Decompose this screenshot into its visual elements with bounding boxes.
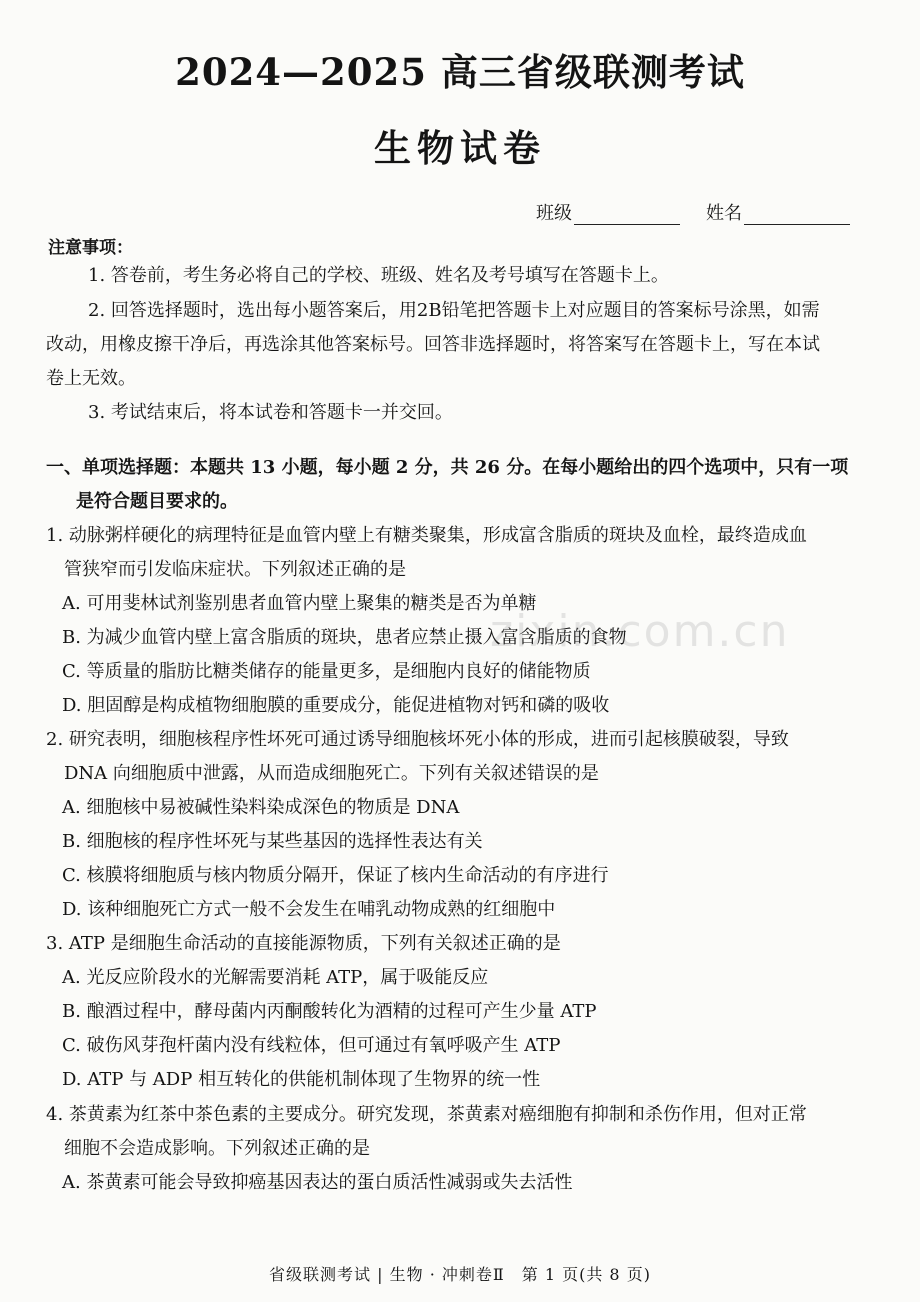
class-label: 班级: [536, 203, 572, 224]
option-a: A. 可用斐林试剂鉴别患者血管内壁上聚集的糖类是否为单糖: [62, 593, 537, 614]
name-blank: [744, 204, 850, 225]
subject-title: 生物试卷: [374, 126, 546, 170]
option-d: D. 胆固醇是构成植物细胞膜的重要成分，能促进植物对钙和磷的吸收: [62, 695, 610, 716]
note-line: 1. 答卷前，考生务必将自己的学校、班级、姓名及考号填写在答题卡上。: [88, 265, 669, 286]
option-a: A. 光反应阶段水的光解需要消耗 ATP，属于吸能反应: [62, 967, 489, 988]
option-b: B. 为减少血管内壁上富含脂质的斑块，患者应禁止摄入富含脂质的食物: [62, 627, 627, 648]
class-field: [536, 199, 680, 225]
question-stem-cont: 管狭窄而引发临床症状。下列叙述正确的是: [64, 559, 406, 580]
name-label: 姓名: [706, 203, 742, 224]
note-line: 2. 回答选择题时，选出每小题答案后，用2B铅笔把答题卡上对应题目的答案标号涂黑，如需: [88, 300, 820, 321]
option-d: D. 该种细胞死亡方式一般不会发生在哺乳动物成熟的红细胞中: [62, 899, 556, 920]
option-d: D. ATP 与 ADP 相互转化的供能机制体现了生物界的统一性: [62, 1069, 541, 1090]
question-stem: 4. 茶黄素为红茶中茶色素的主要成分。研究发现，茶黄素对癌细胞有抑制和杀伤作用，但对正常: [46, 1104, 807, 1125]
question-stem: 2. 研究表明，细胞核程序性坏死可通过诱导细胞核坏死小体的形成，进而引起核膜破裂，导致: [46, 729, 789, 750]
option-c: C. 等质量的脂肪比糖类储存的能量更多，是细胞内良好的储能物质: [62, 661, 591, 682]
option-a: A. 茶黄素可能会导致抑癌基因表达的蛋白质活性减弱或失去活性: [62, 1172, 573, 1193]
option-a: A. 细胞核中易被碱性染料染成深色的物质是 DNA: [62, 797, 460, 818]
section-heading: 一、单项选择题：本题共 13 小题，每小题 2 分，共 26 分。在每小题给出的四个选项中，只有一项: [46, 457, 849, 478]
option-b: B. 酿酒过程中，酵母菌内丙酮酸转化为酒精的过程可产生少量 ATP: [62, 1001, 597, 1022]
question-stem: 3. ATP 是细胞生命活动的直接能源物质，下列有关叙述正确的是: [46, 933, 561, 954]
question-stem-cont: 细胞不会造成影响。下列叙述正确的是: [64, 1138, 370, 1159]
page-footer: 省级联测考试 | 生物 · 冲刺卷Ⅱ 第 1 页(共 8 页): [269, 1265, 651, 1284]
option-c: C. 核膜将细胞质与核内物质分隔开，保证了核内生命活动的有序进行: [62, 865, 609, 886]
option-b: B. 细胞核的程序性坏死与某些基因的选择性表达有关: [62, 831, 483, 852]
name-field: [706, 199, 850, 225]
option-c: C. 破伤风芽孢杆菌内没有线粒体，但可通过有氧呼吸产生 ATP: [62, 1035, 561, 1056]
notes-heading: 注意事项：: [48, 238, 133, 258]
student-info-fields: [536, 199, 850, 225]
question-stem-cont: DNA 向细胞质中泄露，从而造成细胞死亡。下列有关叙述错误的是: [64, 763, 599, 784]
note-line: 改动，用橡皮擦干净后，再选涂其他答案标号。回答非选择题时，将答案写在答题卡上，写在本试: [46, 334, 820, 355]
exam-title: 2024—2025 高三省级联测考试: [175, 50, 745, 94]
watermark: zixin.com.cn: [490, 606, 790, 657]
question-stem: 1. 动脉粥样硬化的病理特征是血管内壁上有糖类聚集，形成富含脂质的斑块及血栓，最终造成血: [46, 525, 807, 546]
class-blank: [574, 204, 680, 225]
section-heading-cont: 是符合题目要求的。: [76, 491, 238, 512]
note-line: 卷上无效。: [46, 368, 136, 389]
note-line: 3. 考试结束后，将本试卷和答题卡一并交回。: [88, 402, 453, 423]
